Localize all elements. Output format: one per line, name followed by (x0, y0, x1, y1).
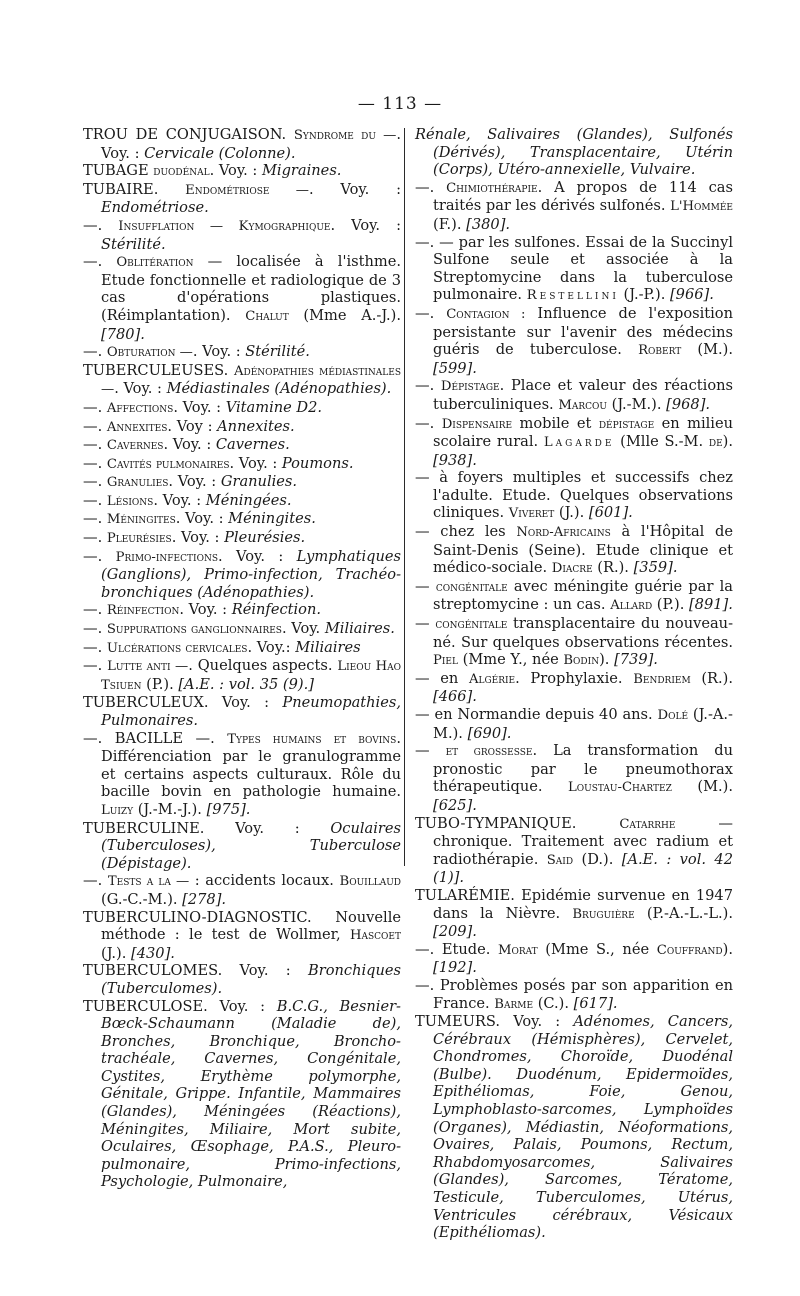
entry-text: — à foyers multiples et successifs chez l'adulte. Etude. Quelques observations cliniques. (415, 469, 733, 522)
entry-text: (M.). (681, 341, 734, 359)
entry-text: —. (83, 547, 116, 565)
entry-text: Lésions (106, 493, 154, 509)
entry-text: Adénomes, Cancers, Cérébraux (Hémisphères), Cervelet, Chondromes, Choroïde, Duodénal (Bulbe). Duodénum, Epidermoïdes, Epithéliomas, Foie, Genou, Lymphoblasto-sarcomes, Lymphoïdes (Organes), Médiastin, Néoformations, Ovaires, Palais, Poumons, Rectum, Rhabdomyosarcomes, Salivaires (Glandes), Sarcomes, Tératome, Testicule, Tuberculomes, Utérus, Ventricules cérébraux, Vésicaux (Epithéliomas). (433, 1013, 733, 1242)
entry-text: [975]. (206, 800, 251, 818)
entry-text: mobile et (512, 414, 599, 432)
index-entry (415, 706, 733, 742)
entry-text: Bendriem (633, 671, 691, 687)
entry-text: à l'Hôpital de Saint-Denis (Seine). Etude clinique et médico-sociale. (433, 523, 733, 577)
entry-text: . Voy. : (209, 162, 262, 180)
index-entry (83, 455, 401, 474)
entry-text: [601]. (588, 504, 633, 522)
entry-text: (J.-P.). (618, 286, 670, 304)
entry-text: ). (599, 651, 615, 669)
entry-text: —. (415, 377, 441, 395)
entry-text: Oculaires (Tuberculoses), Tuberculose (Dépistage). (101, 819, 401, 872)
entry-text: — (415, 615, 436, 633)
entry-text: . Voy. : (192, 343, 246, 361)
entry-text: [192]. (433, 959, 477, 977)
entry-text: (Mme A.-J.). (288, 306, 402, 324)
entry-text: —. (83, 638, 107, 656)
entry-text: [690]. (467, 724, 512, 742)
entry-text: Annexites (106, 419, 168, 435)
entry-text: Migraines. (261, 162, 342, 180)
entry-text: Contagion : (446, 306, 526, 322)
entry-text: [938]. (433, 451, 477, 469)
entry-text: Réinfection. (231, 601, 321, 619)
entry-text: —. (415, 178, 447, 196)
entry-text: TUBAIRE. (83, 180, 186, 198)
index-entry (415, 234, 733, 305)
entry-text: Médiastinales (Adénopathies). (166, 380, 392, 398)
entry-text: Morat (498, 942, 538, 958)
index-entry (83, 362, 401, 399)
entry-text: (P.-A.-L.-L.). (634, 904, 733, 922)
entry-text: Granulies (106, 475, 169, 491)
index-entry (83, 639, 401, 658)
entry-text: Voy. : (239, 962, 309, 980)
entry-text: (Mme Y., née (457, 651, 564, 669)
entry-text: [278]. (182, 890, 227, 908)
index-entry (83, 343, 401, 362)
entry-text: Miliaires. (324, 620, 395, 638)
entry-text: (J.-M.-J.). (133, 800, 207, 818)
index-entry (415, 742, 733, 814)
entry-text: Piel (433, 653, 458, 669)
entry-text: Loustau-Chartez (568, 780, 672, 796)
entry-text: Cavernes (106, 438, 164, 454)
entry-text: Nouvelle méthode : le test de Wollmer, (101, 908, 401, 944)
index-entry (83, 820, 401, 873)
entry-text: Endométriose. (101, 199, 209, 217)
index-entry (415, 415, 733, 470)
entry-text: Couffrand (656, 942, 723, 958)
index-entry (83, 620, 401, 639)
entry-text: —. Problèmes posés par son apparition en France. (415, 976, 733, 1012)
index-entry (83, 548, 401, 602)
entry-text: . Voy. : (163, 436, 216, 454)
entry-text: [359]. (633, 559, 678, 577)
index-entry (415, 615, 733, 670)
entry-text: —. (83, 216, 119, 234)
index-entry (83, 492, 401, 511)
entry-text: (P.). (141, 675, 179, 693)
entry-text: —. (83, 872, 108, 890)
index-entry (415, 977, 733, 1013)
entry-text: transplacentaire du nouveau-né. Sur quelques observations récentes. (433, 615, 734, 651)
index-entry (83, 418, 401, 437)
index-entry (415, 578, 733, 615)
entry-text: . Voy. : (179, 601, 232, 619)
entry-text: (Mlle S.-M. (614, 433, 709, 451)
entry-text: [209]. (433, 923, 477, 941)
entry-text: —. (83, 473, 107, 491)
entry-text: Nord-Africains (516, 525, 611, 541)
entry-text: . Voy. : (168, 473, 221, 491)
entry-text: . Voy. : (153, 491, 206, 509)
entry-text: . Voy. : (173, 398, 226, 416)
entry-text: Dolé (657, 708, 689, 723)
entry-text: Lymphatiques (Ganglions), Primo-infection, Trachéo-bronchiques (Adénopathies). (101, 547, 401, 601)
entry-text: —. (415, 414, 442, 432)
entry-text: Réinfection (106, 603, 180, 619)
entry-text: Méningites (106, 512, 176, 528)
entry-text: et grossesse (445, 744, 533, 760)
entry-text: Epidémie survenue en 1947 dans la Nièvre. (433, 886, 734, 922)
entry-text: . Voy. : (101, 126, 401, 162)
index-entry (83, 181, 401, 217)
entry-text: . Voy. : (330, 216, 401, 234)
entry-text: —. (83, 454, 107, 472)
entry-text: Cavités pulmonaires (106, 456, 230, 472)
entry-text: [891]. (688, 596, 733, 614)
index-entry (83, 217, 401, 253)
entry-text: Voy. : (221, 694, 283, 712)
entry-text: [617]. (573, 994, 618, 1012)
entry-text: Bouillaud (339, 874, 401, 890)
entry-text: Granulies. (220, 473, 298, 491)
index-entry (83, 510, 401, 529)
entry-text: TUBERCULEUSES. (83, 361, 234, 379)
entry-text: . Différenciation par le granulogramme et certains aspects culturaux. Rôle du bacille bovin en pathologie humaine. (101, 729, 401, 801)
entry-text: Lieou Hao Tsiuen (101, 659, 402, 693)
index-entry (83, 694, 401, 729)
entry-text: [380]. (466, 215, 511, 233)
entry-text: Annexites. (217, 417, 295, 435)
entry-text: dépistage (598, 416, 655, 432)
entry-text: Diacre (551, 561, 593, 577)
index-column-right (415, 126, 733, 1242)
index-entry (415, 377, 733, 414)
entry-text: —. (83, 253, 117, 271)
entry-text: — localisée à l'isthme. Etude fonctionnelle et radiologique de 3 cas d'opérations plastiques. (Réimplantation). (101, 253, 401, 324)
entry-text: [430]. (131, 944, 175, 962)
entry-text: en milieu scolaire rural. (433, 414, 733, 451)
index-entry (415, 469, 733, 523)
index-entry (83, 126, 401, 162)
entry-text: Suppurations ganglionnaires (106, 622, 282, 638)
entry-text: . Voy. : (114, 380, 167, 398)
entry-text: Stérilité. (101, 235, 166, 253)
entry-text: . Voy : (167, 417, 218, 435)
entry-text: —. (83, 417, 107, 435)
entry-text: Hascoet (349, 928, 401, 944)
entry-text: Obturation — (106, 345, 193, 361)
index-entry (83, 909, 401, 963)
index-entry (415, 179, 733, 234)
entry-text: Syndrome du — (293, 128, 397, 143)
entry-text: —. (83, 343, 107, 361)
index-entry (415, 1013, 733, 1242)
entry-text: —. (83, 398, 107, 416)
entry-text: TULARÉMIE. (415, 886, 522, 904)
entry-text: Miliaires (295, 638, 361, 656)
entry-text: [466]. (433, 688, 477, 706)
entry-text: [780]. (101, 325, 145, 343)
entry-text: Algérie (468, 671, 516, 687)
entry-text: Rénale, Salivaires (Glandes), Sulfonés (Dérivés), Transplacentaire, Utérin (Corps), Utéro-annexielle, Vulvaire. (415, 126, 733, 179)
entry-text: Viveret (508, 506, 555, 522)
entry-text: . A propos de 114 cas traités par les dérivés sulfonés. (433, 178, 733, 215)
entry-text: Chimiothérapie (446, 180, 538, 196)
entry-text: Barme (494, 996, 534, 1012)
entry-text: Voy. : (219, 997, 277, 1015)
entry-text: — en (415, 669, 469, 687)
index-entry (83, 162, 401, 181)
index-entry (415, 523, 733, 578)
index-entry (83, 962, 401, 997)
entry-text: —. BACILLE —. (83, 729, 228, 747)
entry-text: avec méningite guérie par la streptomycine : un cas. (433, 577, 734, 614)
entry-text: (D.). (573, 850, 622, 868)
entry-text: duodénal (153, 164, 210, 180)
entry-text: (M.). (671, 778, 733, 796)
index-entry (83, 253, 401, 343)
entry-text: TUBERCULOSE. (83, 997, 220, 1015)
entry-text: Poumons. (281, 454, 354, 472)
index-entry (83, 998, 401, 1192)
entry-text: L'Hommée (670, 199, 733, 215)
entry-text: —. (83, 601, 107, 619)
entry-text: — (415, 742, 446, 760)
entry-text: Marcou (558, 397, 607, 413)
entry-text: Tests a la — (107, 874, 190, 890)
entry-text: Pneumopathies, Pulmonaires. (101, 694, 401, 729)
entry-text: TROU DE CONJUGAISON. (83, 126, 294, 143)
entry-text: . Voy. (281, 620, 325, 638)
entry-text: (R.). (690, 669, 733, 687)
entry-text: . Voy. : (229, 454, 282, 472)
index-entry (415, 887, 733, 941)
entry-text: Méningites. (228, 510, 316, 528)
index-entry (83, 730, 401, 820)
entry-text: —. (83, 510, 107, 528)
entry-text: TUBERCULEUX. (83, 694, 222, 712)
entry-text: Allard (610, 598, 653, 614)
entry-text: —. (415, 304, 447, 322)
entry-text: Cervicale (Colonne). (144, 144, 296, 162)
entry-text: — (415, 577, 436, 595)
entry-text: —. Etude. (415, 940, 499, 958)
entry-text: de (708, 435, 723, 451)
entry-text: . Voy. : (175, 510, 229, 528)
entry-text: . Voy. : (171, 529, 225, 547)
entry-text: congénitale (435, 617, 508, 633)
entry-text: TUBERCULINO-DIAGNOSTIC. (83, 908, 336, 926)
entry-text: . Place et valeur des réactions tuberculiniques. (433, 377, 733, 413)
entry-text: Luizy (101, 802, 134, 818)
entry-text: Affections (106, 400, 174, 416)
entry-text: (P.). (652, 596, 689, 614)
index-entry (83, 872, 401, 908)
entry-text: (J.-M.). (606, 395, 667, 413)
entry-text: Stérilité. (245, 343, 310, 361)
entry-text: Influence de l'exposition persistante sur l'avenir des médecins guéris de tuberculose. (433, 304, 733, 359)
entry-text: (C.). (533, 994, 574, 1012)
entry-text: Méningées. (205, 491, 292, 509)
entry-text: ). (722, 433, 734, 451)
entry-text: —. — par les sulfones. Essai de la Succinyl Sulfone seule et associée à la Streptomycine dans la tuberculose pulmonaire. (415, 233, 733, 304)
entry-text: . La transformation du pronostic par le pneumothorax thérapeutique. (433, 742, 733, 796)
index-entry (83, 436, 401, 455)
entry-text: (F.). (433, 215, 467, 233)
entry-text: Ulcérations cervicales (106, 640, 248, 656)
entry-text: Bronchiques (Tuberculomes). (101, 962, 402, 997)
index-entry (83, 529, 401, 548)
entry-text: Vitamine D2. (225, 398, 323, 416)
entry-text: [968]. (666, 395, 711, 413)
entry-text: [A.E. : vol. 42 (1)]. (433, 850, 734, 887)
entry-text: Endométriose — (185, 182, 309, 198)
index-entry (415, 670, 733, 706)
index-entry (415, 941, 733, 977)
entry-text: (R.). (592, 559, 634, 577)
index-entry (83, 399, 401, 418)
entry-text: : accidents locaux. (189, 872, 340, 890)
entry-text: Primo-infections (115, 549, 218, 565)
entry-text: (Mme S., née (537, 940, 657, 958)
page-number: — 113 — (357, 94, 443, 114)
entry-text: (J.-A.-M.). (433, 706, 733, 742)
entry-text: congénitale (435, 579, 508, 595)
entry-text: Lagarde (543, 435, 615, 451)
entry-text: . Voy. : (308, 180, 401, 198)
entry-text: (J.). (554, 504, 589, 522)
entry-text: TUBERCULINE. (83, 819, 236, 837)
column-divider (404, 128, 405, 866)
index-entry (415, 305, 733, 377)
entry-text: [966]. (669, 286, 714, 304)
entry-text: —. (83, 436, 107, 454)
entry-text: [739]. (614, 651, 658, 669)
entry-text: Pleurésies (106, 531, 172, 547)
index-entry (83, 657, 401, 694)
entry-text: . Voy.: (247, 638, 296, 656)
entry-text: (G.-C.-M.). (101, 890, 183, 908)
entry-text: (J.). (101, 944, 132, 962)
entry-text: . Quelques aspects. (188, 657, 338, 675)
entry-text: Robert (638, 343, 682, 359)
entry-text: —. (83, 620, 107, 638)
entry-text: Insufflation — Kymographique (118, 218, 331, 234)
entry-text: TUBERCULOMES. (83, 962, 240, 980)
entry-text: . Prophylaxie. (515, 669, 634, 687)
entry-text: Bodin (563, 653, 600, 669)
entry-text: B.C.G., Besnier-Bœck-Schaumann (Maladie de), Bronches, Bronchique, Broncho-trachéale, Cavernes, Congénitale, Cystites, Erythème polymorphe, Génitale, Grippe. Infantile, Mammaires (Glandes), Méningées (Réactions), Méningites, Miliaire, Mort subite, Oculaires, Œsophage, P.A.S., Pleuro-pulmonaire, Primo-infections, Psychologie, Pulmonaire, (101, 997, 401, 1191)
entry-text: Voy. : (235, 819, 331, 837)
entry-text: . Voy. : (218, 547, 297, 565)
index-entry (83, 473, 401, 492)
entry-text: Said (546, 852, 574, 868)
index-entry (415, 815, 733, 887)
entry-text: Chalut (245, 308, 289, 324)
entry-text: Dépistage (440, 379, 500, 395)
entry-text: Cavernes. (215, 436, 290, 454)
index-column-left (83, 126, 401, 1191)
index-entry (83, 601, 401, 620)
entry-text: Lutte anti — (107, 659, 189, 675)
entry-text: Adénopathies médiastinales — (101, 363, 401, 398)
entry-text: — chez les (415, 523, 517, 541)
entry-text: Oblitération (116, 255, 194, 271)
entry-text: ). (722, 940, 733, 958)
entry-text: TUMEURS. (415, 1013, 514, 1031)
entry-text: —. (83, 657, 108, 675)
entry-text: Catarrhe (619, 816, 676, 832)
entry-text: TUBO-TYMPANIQUE. (415, 814, 620, 832)
entry-text: Pleurésies. (224, 529, 306, 547)
entry-text: TUBAGE (83, 162, 154, 180)
entry-text: Dispensaire (441, 416, 513, 432)
entry-text: [599]. (433, 359, 477, 377)
entry-text: Types humains et bovins (227, 731, 397, 747)
entry-text: [625]. (433, 796, 477, 814)
entry-text: —. (83, 529, 107, 547)
entry-text: — chronique. Traitement avec radium et radiothérapie. (433, 814, 734, 868)
entry-text: [A.E. : vol. 35 (9).] (178, 675, 314, 693)
entry-text: Bruguière (572, 906, 635, 922)
index-entry (415, 126, 733, 179)
entry-text: — en Normandie depuis 40 ans. (415, 706, 658, 723)
entry-text: Voy. : (513, 1013, 574, 1031)
entry-text: Restellini (526, 288, 619, 304)
entry-text: —. (83, 491, 107, 509)
